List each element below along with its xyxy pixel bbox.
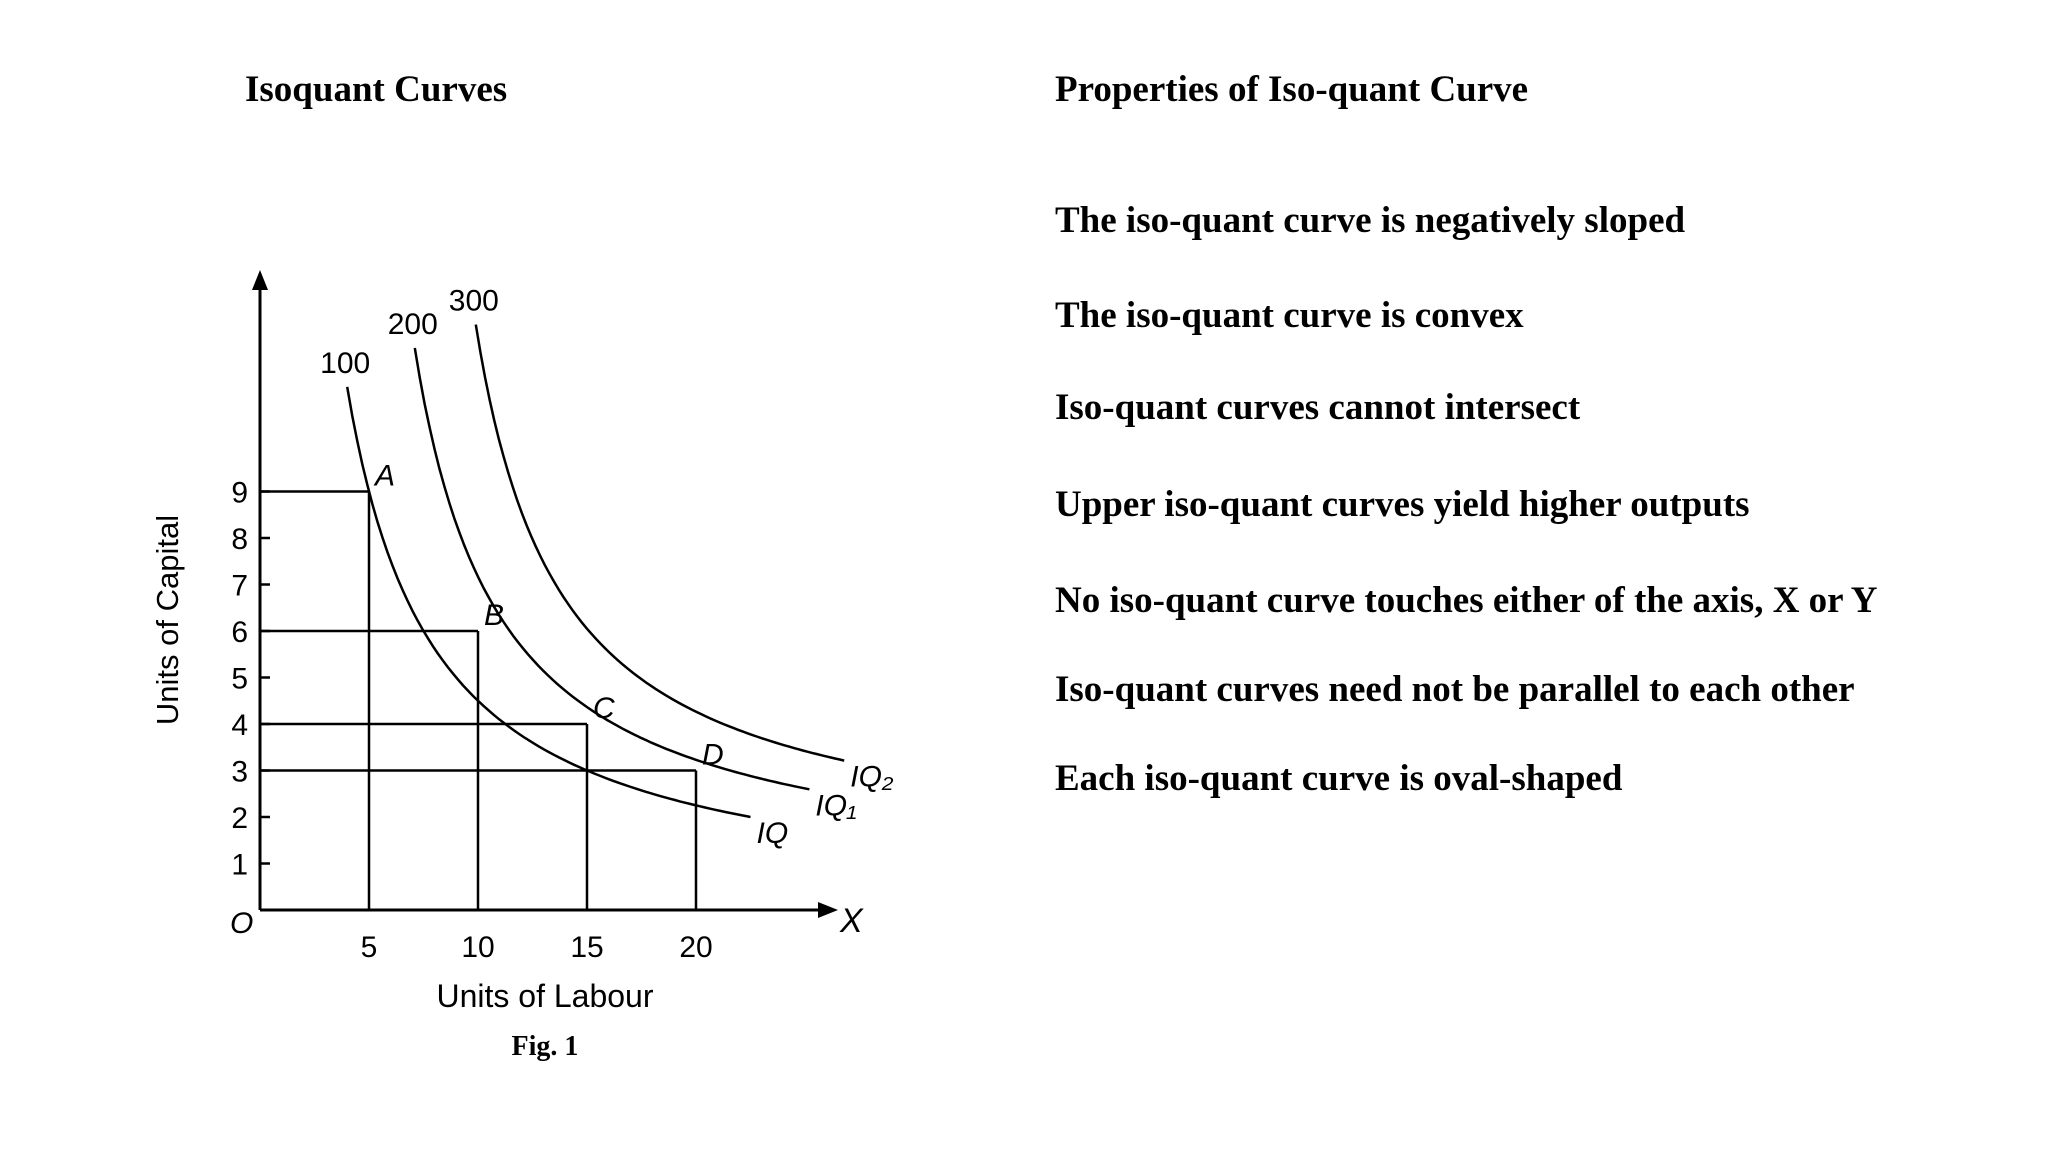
isoquant-diagram [140,255,900,1075]
y-tick-label: 9 [231,476,248,510]
isoquant-curve [347,387,750,817]
y-tick-label: 5 [231,662,248,696]
property-item: The iso-quant curve is convex [1055,295,1524,336]
y-tick-label: 7 [231,569,248,603]
property-item: Each iso-quant curve is oval-shaped [1055,758,1623,799]
curve-layer [347,325,844,817]
y-tick-label: 6 [231,616,248,649]
curve-name-label: IQ₁ [815,789,857,823]
x-tick-label: 10 [461,931,495,964]
x-axis-arrow [818,902,838,918]
y-axis-arrow [252,270,268,290]
y-tick-label: 2 [231,802,248,835]
y-axis-label: Units of Capital [150,514,185,726]
y-tick-label: 1 [231,848,248,882]
figure-caption: Fig. 1 [511,1031,579,1062]
x-tick-label: 5 [360,931,378,964]
property-item: Iso-quant curves need not be parallel to each other [1055,669,1855,710]
y-tick-label: 8 [231,523,248,556]
curve-output-label: 100 [320,346,371,380]
property-item: The iso-quant curve is negatively sloped [1055,200,1686,241]
isoquant-chart [140,255,900,1075]
property-item: Upper iso-quant curves yield higher outputs [1055,484,1750,525]
x-axis-label: Units of Labour [436,978,654,1014]
diagram-title: Isoquant Curves [245,69,508,110]
curve-output-label: 300 [448,284,499,318]
x-tick-label: 15 [570,931,604,964]
y-tick-label: 4 [231,709,248,742]
point-label: B [484,599,505,632]
property-item: No iso-quant curve touches either of the axis, X or Y [1055,580,1878,621]
tick-layer [231,477,712,965]
curve-name-label: IQ [756,817,789,850]
isoquant-curve [476,325,844,761]
x-axis-letter: X [840,902,863,940]
point-label: D [702,738,724,772]
curve-output-label: 200 [387,307,438,341]
y-tick-label: 3 [231,755,248,789]
property-item: Iso-quant curves cannot intersect [1055,387,1581,428]
properties-title: Properties of Iso-quant Curve [1055,69,1529,110]
label-layer [320,285,894,850]
curve-name-label: IQ₂ [850,760,894,794]
origin-label: O [230,907,254,940]
x-tick-label: 20 [679,931,713,964]
point-label: A [375,459,396,493]
point-label: C [593,692,615,725]
